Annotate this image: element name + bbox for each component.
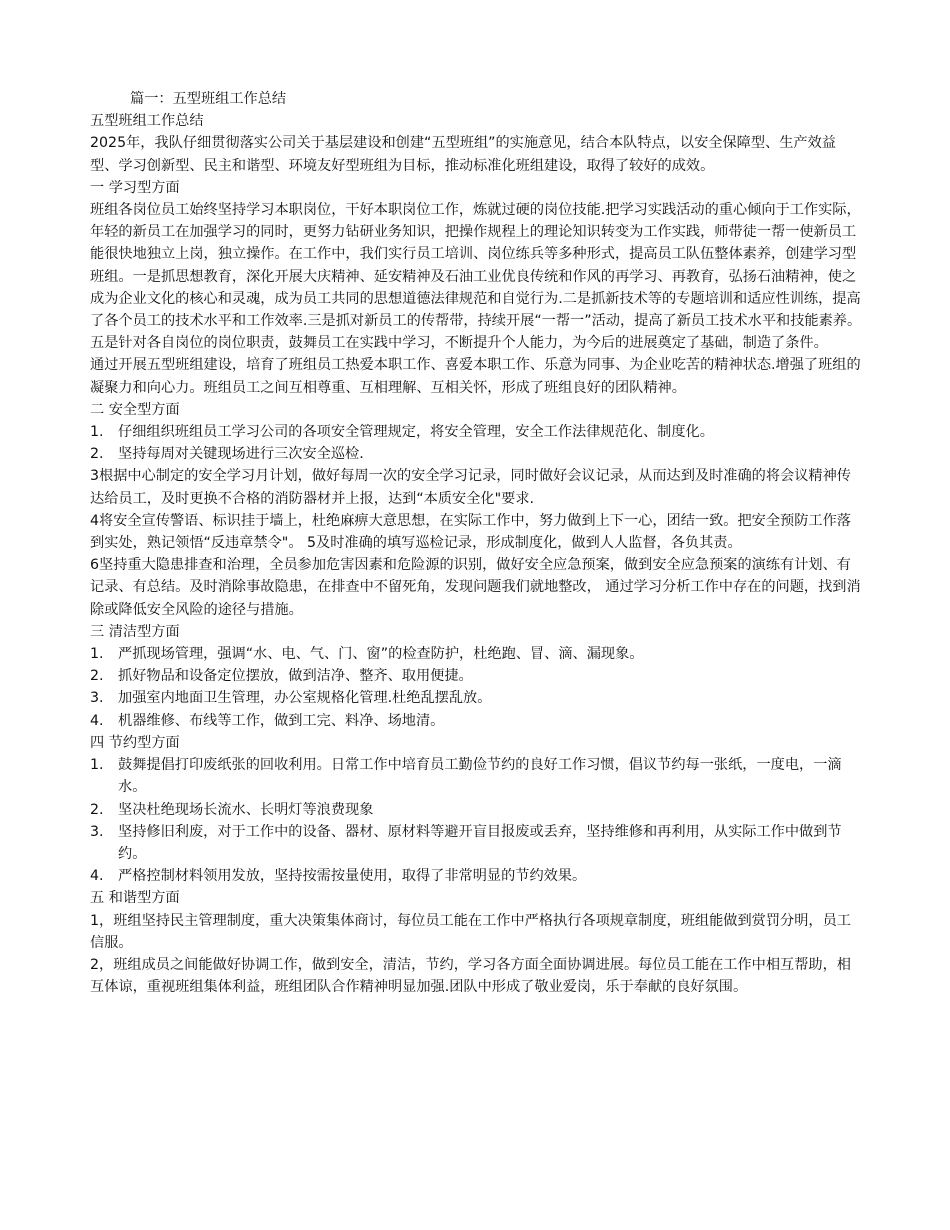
list-item [90,799,862,821]
harmony-paragraph-2: 2，班组成员之间能做好协调工作，做到安全，清洁，节约，学习各方面全面协调进展。每位员工能在工作中相互帮助，相互体谅，重视班组集体利益，班组团队合作精神明显加强.团队中形成了敬业爱岗，乐于奉献的良好氛围。 [90,956,851,996]
list-number: 2. [90,446,104,463]
list-text: 严抓现场管理，强调“水、电、气、门、窗”的检查防护，杜绝跑、冒、滴、漏现象。 [118,646,644,663]
section-heading-harmony: 五 和谐型方面 [90,890,180,907]
list-item [90,687,862,709]
list-number: 1. [90,424,104,441]
list-number: 2. [90,668,104,685]
learning-paragraph-1: 班组各岗位员工始终坚持学习本职岗位，干好本职岗位工作，炼就过硬的岗位技能.把学习实践活动的重心倾向于工作实际，年轻的新员工在加强学习的同时，更努力钻研业务知识，把操作规程上的理论知识转变为工作实践，师带徒一帮一使新员工能很快地独立上岗，独立操作。在工作中，我们实行员工培训、岗位练兵等多种形式，提高员工队伍整体素养，创建学习型班组。一是抓思想教育，深化开展大庆精神、延安精神及石油工业优良传统和作风的再学习、再教育，弘扬石油精神，使之成为企业文化的核心和灵魂，成为员工共同的思想道德法律规范和自觉行为.二是抓新技术等的专题培训和适应性训练，提高了各个员工的技术水平和工作效率.三是抓对新员工的传帮带，持续开展“一帮一”活动，提高了新员工技术水平和技能素养。五是针对各自岗位的岗位职责，鼓舞员工在实践中学习，不断提升个人能力，为今后的进展奠定了基础，制造了条件。 [90,202,862,352]
list-number: 1. [90,646,104,663]
list-text: 严格控制材料领用发放，坚持按需按量使用，取得了非常明显的节约效果。 [118,868,587,885]
section-heading-saving: 四 节约型方面 [90,734,180,751]
list-number: 3. [90,690,104,707]
harmony-paragraph-1: 1，班组坚持民主管理制度，重大决策集体商讨，每位员工能在工作中严格执行各项规章制度，班组能做到赏罚分明，员工信服。 [90,912,851,951]
list-text: 坚决杜绝现场长流水、长明灯等浪费现象 [118,801,374,818]
section-heading-safety: 二 安全型方面 [90,401,180,418]
safety-item-3: 3根据中心制定的安全学习月计划，做好每周一次的安全学习记录，同时做好会议记录，从而达到及时准确的将会议精神传达给员工，及时更换不合格的消防器材并上报，达到“本质安全化"要求. [90,468,851,507]
list-number: 3. [90,823,104,840]
list-item [90,710,862,732]
list-text: 鼓舞提倡打印废纸张的回收利用。日常工作中培育员工勤俭节约的良好工作习惯，倡议节约每一张纸，一度电，一滴水。 [118,757,842,796]
section-heading-learning: 一 学习型方面 [90,179,180,196]
list-number: 1. [90,757,104,774]
list-number: 4. [90,712,104,729]
list-item [90,865,862,887]
document-title: 篇一：五型班组工作总结 [130,91,287,107]
list-item [90,665,862,687]
document-subtitle: 五型班组工作总结 [90,113,204,130]
list-item [90,754,862,798]
list-number: 2. [90,801,104,818]
list-text: 仔细组织班组员工学习公司的各项安全管理规定，将安全管理，安全工作法律规范化、制度化。 [118,424,714,441]
intro-paragraph: 2025年，我队仔细贯彻落实公司关于基层建设和创建“五型班组”的实施意见，结合本队特点，以安全保障型、生产效益型、学习创新型、民主和谐型、环境友好型班组为目标，推动标准化班组建设，取得了较好的成效。 [90,135,836,174]
list-text: 抓好物品和设备定位摆放，做到洁净、整齐、取用便捷。 [118,668,473,685]
list-text: 加强室内地面卫生管理，办公室规格化管理.杜绝乱摆乱放。 [118,690,492,707]
learning-paragraph-2: 通过开展五型班组建设，培育了班组员工热爱本职工作、喜爱本职工作、乐意为同事、为企业吃苦的精神状态.增强了班组的凝聚力和向心力。班组员工之间互相尊重、互相理解、互相关怀，形成了班组良好的团队精神。 [90,357,861,396]
list-text: 机器维修、布线等工作，做到工完、料净、场地清。 [118,712,445,729]
safety-item-2 [90,443,862,465]
section-heading-cleanliness: 三 清洁型方面 [90,623,180,640]
safety-item-1 [90,421,862,443]
list-text: 坚持修旧利废，对于工作中的设备、器材、原材料等避开盲目报废或丢弃，坚持维修和再利用，从实际工作中做到节约。 [118,823,842,862]
safety-item-6: 6坚持重大隐患排查和治理，全员参加危害因素和危险源的识别，做好安全应急预案，做到安全应急预案的演练有计划、有记录、有总结。及时消除事故隐患，在排查中不留死角，发现问题我们就地整改， 通过学习分析工作中存在的问题，找到消除或降低安全风险的途径与措施。 [90,557,861,618]
list-number: 4. [90,868,104,885]
list-item [90,643,862,665]
list-text: 坚持每周对关键现场进行三次安全巡检. [118,446,364,463]
safety-item-4: 4将安全宣传警语、标识挂于墙上，杜绝麻痹大意思想，在实际工作中，努力做到上下一心，团结一致。把安全预防工作落到实处，熟记领悟“反违章禁令"。 5及时准确的填写巡检记录，形成制度化，做到人人监督，各负其责。 [90,512,851,552]
list-item [90,821,862,865]
